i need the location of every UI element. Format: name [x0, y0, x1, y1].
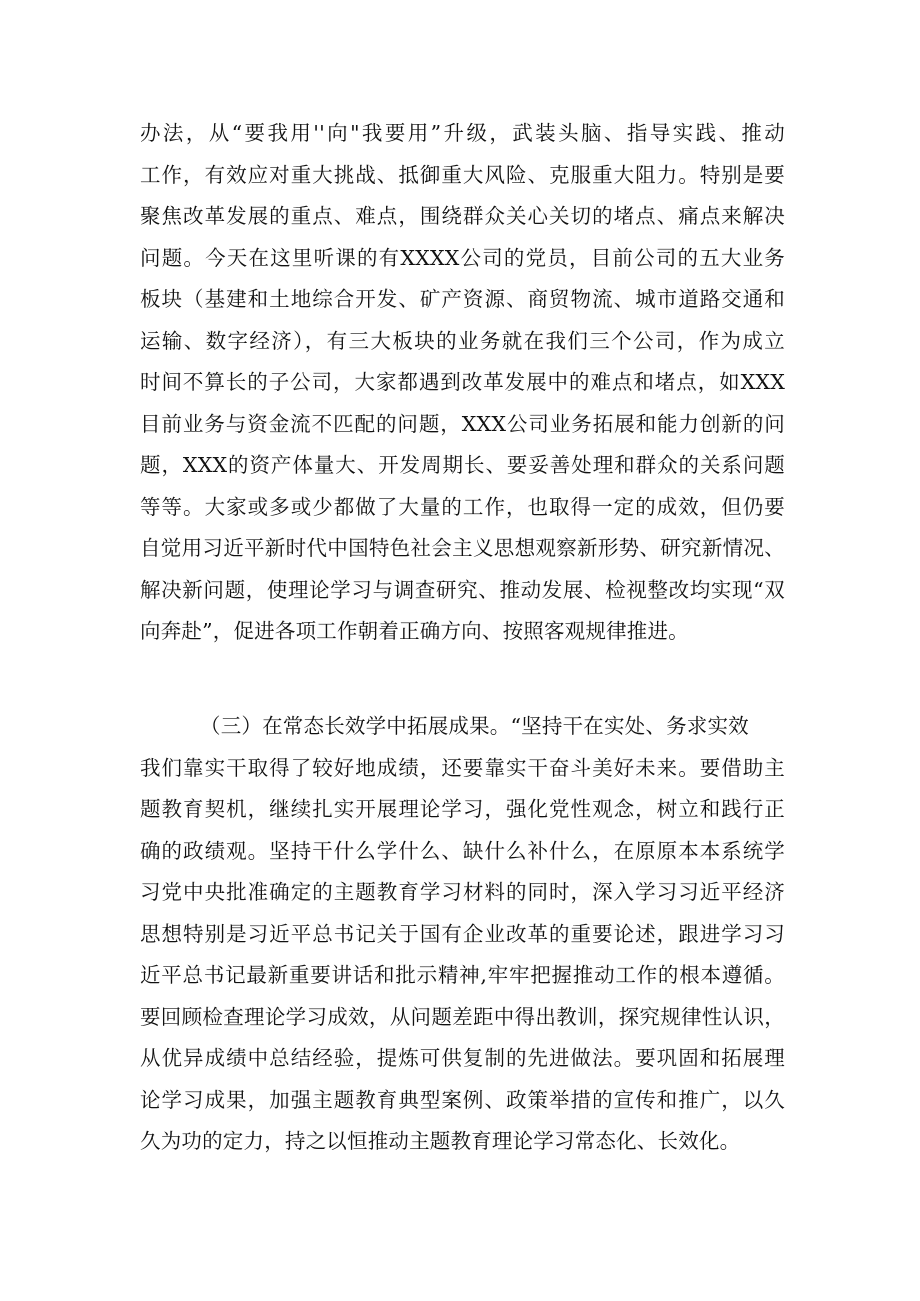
text-line: 运输、数字经济），有三大板块的业务就在我们三个公司，作为成立: [140, 328, 785, 353]
text-line: 确的政绩观。坚持干什么学什么、缺什么补什么，在原原本本系统学: [140, 838, 785, 863]
text-line: 习党中央批准确定的主题教育学习材料的同时，深入学习习近平经济: [140, 880, 785, 904]
text-line: 聚焦改革发展的重点、难点，围绕群众关心关切的堵点、痛点来解决: [140, 204, 785, 228]
text-line: 自觉用习近平新时代中国特色社会主义思想观察新形势、研究新情况、: [140, 536, 785, 560]
text-line: 工作，有效应对重大挑战、抵御重大风险、克服重大阻力。特别是要: [140, 162, 785, 187]
text-line: 题教育契机，继续扎实开展理论学习，强化党性观念，树立和践行正: [140, 797, 785, 821]
text-line: 办法，从“要我用''向"我要用”升级，武装头脑、指导实践、推动: [140, 121, 785, 145]
text-line: 问题。今天在这里听课的有XXXX公司的党员，目前公司的五大业务: [140, 245, 785, 270]
text-line: 解决新问题，使理论学习与调查研究、推动发展、检视整改均实现“双: [140, 577, 785, 602]
text-line: 题，XXX的资产体量大、开发周期长、要妥善处理和群众的关系问题: [140, 453, 785, 477]
text-line: 等等。大家或多或少都做了大量的工作，也取得一定的成效，但仍要: [140, 494, 785, 519]
text-line: 思想特别是习近平总书记关于国有企业改革的重要论述，跟进学习习: [140, 921, 785, 946]
text-line: 论学习成果，加强主题教育典型案例、政策举措的宣传和推广，以久: [140, 1087, 785, 1112]
text-line: 从优异成绩中总结经验，提炼可供复制的先进做法。要巩固和拓展理: [140, 1046, 785, 1070]
section-heading-line: （三）在常态长效学中拓展成果。“坚持干在实处、务求实效: [200, 714, 749, 738]
text-line: 板块（基建和土地综合开发、矿产资源、商贸物流、城市道路交通和: [140, 287, 785, 311]
text-line: 目前业务与资金流不匹配的问题，XXX公司业务拓展和能力创新的问: [140, 411, 785, 436]
text-line: 向奔赴”，促进各项工作朝着正确方向、按照客观规律推进。: [140, 619, 689, 643]
text-line: 要回顾检查理论学习成效，从问题差距中得出教训，探究规律性认识，: [140, 1004, 785, 1029]
text-line: 近平总书记最新重要讲话和批示精神,牢牢把握推动工作的根本遵循。: [140, 963, 785, 987]
text-line: 时间不算长的子公司，大家都遇到改革发展中的难点和堵点，如XXX: [140, 370, 785, 394]
text-line: 我们靠实干取得了较好地成绩，还要靠实干奋斗美好未来。要借助主: [140, 755, 785, 780]
paragraph-1: [140, 113, 785, 653]
text-line: 久为功的定力，持之以恒推动主题教育理论学习常态化、长效化。: [140, 1129, 741, 1153]
paragraph-2: [140, 706, 785, 1163]
